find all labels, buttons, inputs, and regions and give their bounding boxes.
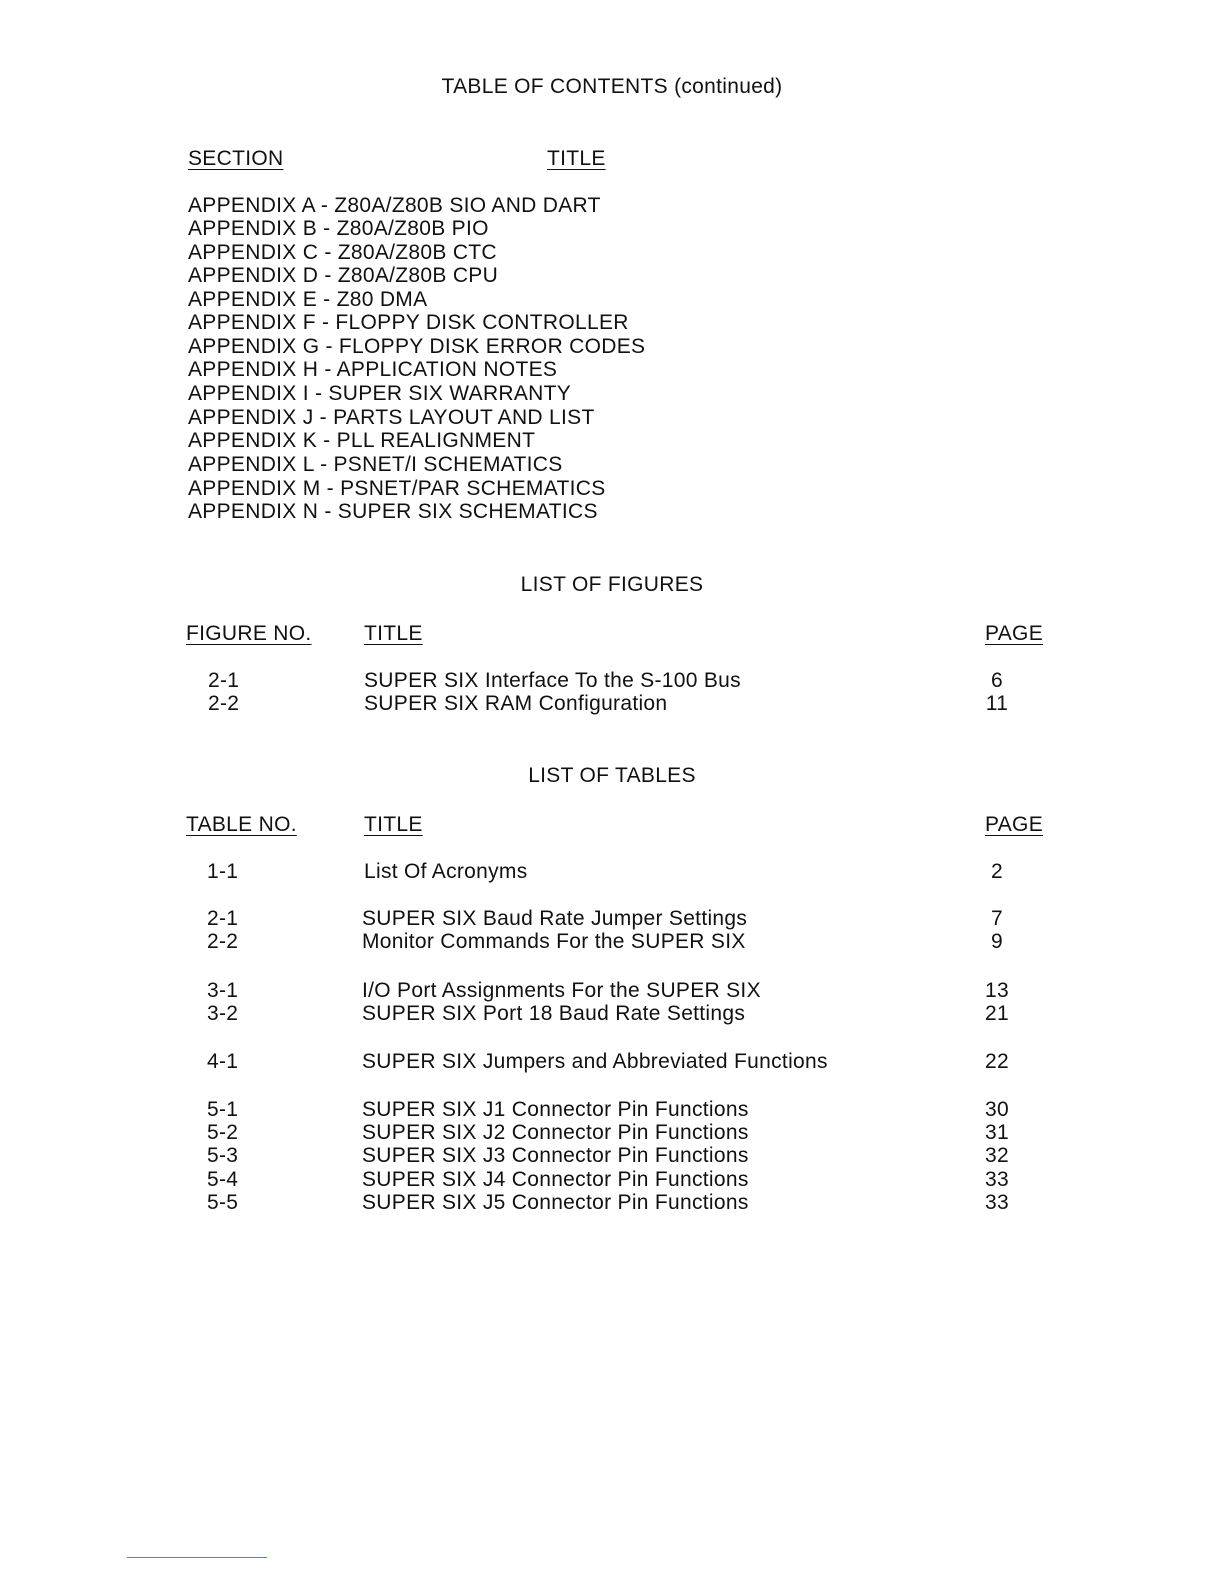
table-number: 2-1	[207, 907, 239, 930]
appendix-item: APPENDIX H - APPLICATION NOTES	[188, 358, 558, 381]
figure-page: 6	[991, 669, 1003, 692]
table-title-header: TITLE	[364, 813, 423, 836]
figure-no-header: FIGURE NO.	[186, 622, 312, 645]
appendix-item: APPENDIX G - FLOPPY DISK ERROR CODES	[188, 335, 646, 358]
table-page: 32	[985, 1144, 1009, 1167]
appendix-item: APPENDIX J - PARTS LAYOUT AND LIST	[188, 406, 595, 429]
table-page: 21	[985, 1002, 1009, 1025]
appendix-item: APPENDIX N - SUPER SIX SCHEMATICS	[188, 500, 598, 523]
table-number: 4-1	[207, 1050, 239, 1073]
appendix-item: APPENDIX C - Z80A/Z80B CTC	[188, 241, 497, 264]
table-title: SUPER SIX J2 Connector Pin Functions	[362, 1121, 749, 1144]
figure-number: 2-2	[208, 692, 240, 715]
figure-title: SUPER SIX Interface To the S-100 Bus	[364, 669, 741, 692]
table-number: 5-1	[207, 1098, 239, 1121]
table-number: 1-1	[207, 860, 239, 883]
table-title: SUPER SIX J1 Connector Pin Functions	[362, 1098, 749, 1121]
figures-heading: LIST OF FIGURES	[520, 573, 704, 596]
table-number: 5-4	[207, 1168, 239, 1191]
table-number: 3-1	[207, 979, 239, 1002]
title-header: TITLE	[547, 147, 606, 170]
table-title: SUPER SIX J4 Connector Pin Functions	[362, 1168, 749, 1191]
appendix-item: APPENDIX F - FLOPPY DISK CONTROLLER	[188, 311, 629, 334]
scan-edge-line	[127, 1557, 267, 1558]
table-page: 22	[985, 1050, 1009, 1073]
appendix-item: APPENDIX I - SUPER SIX WARRANTY	[188, 382, 572, 405]
figure-page-header: PAGE	[985, 622, 1043, 645]
table-no-header: TABLE NO.	[186, 813, 297, 836]
table-number: 5-5	[207, 1191, 239, 1214]
figure-number: 2-1	[208, 669, 240, 692]
table-page: 30	[985, 1098, 1009, 1121]
tables-heading: LIST OF TABLES	[528, 764, 696, 787]
table-title: SUPER SIX J5 Connector Pin Functions	[362, 1191, 749, 1214]
table-page: 7	[991, 907, 1003, 930]
page-title: TABLE OF CONTENTS (continued)	[441, 75, 783, 98]
table-number: 2-2	[207, 930, 239, 953]
table-title: I/O Port Assignments For the SUPER SIX	[362, 979, 761, 1002]
table-page: 33	[985, 1168, 1009, 1191]
appendix-item: APPENDIX L - PSNET/I SCHEMATICS	[188, 453, 563, 476]
appendix-item: APPENDIX A - Z80A/Z80B SIO AND DART	[188, 194, 601, 217]
table-number: 5-2	[207, 1121, 239, 1144]
table-page: 2	[991, 860, 1003, 883]
table-title: SUPER SIX Jumpers and Abbreviated Functions	[362, 1050, 828, 1073]
table-page: 33	[985, 1191, 1009, 1214]
appendix-item: APPENDIX B - Z80A/Z80B PIO	[188, 217, 489, 240]
table-number: 3-2	[207, 1002, 239, 1025]
table-page: 31	[985, 1121, 1009, 1144]
table-title: SUPER SIX Baud Rate Jumper Settings	[362, 907, 748, 930]
table-title: SUPER SIX Port 18 Baud Rate Settings	[362, 1002, 746, 1025]
figure-title: SUPER SIX RAM Configuration	[364, 692, 668, 715]
figure-page: 11	[985, 692, 1009, 715]
table-page: 9	[991, 930, 1003, 953]
appendix-item: APPENDIX K - PLL REALIGNMENT	[188, 429, 536, 452]
appendix-item: APPENDIX E - Z80 DMA	[188, 288, 428, 311]
table-page-header: PAGE	[985, 813, 1043, 836]
figure-title-header: TITLE	[364, 622, 423, 645]
table-page: 13	[985, 979, 1009, 1002]
table-title: Monitor Commands For the SUPER SIX	[362, 930, 746, 953]
appendix-item: APPENDIX M - PSNET/PAR SCHEMATICS	[188, 477, 606, 500]
appendix-item: APPENDIX D - Z80A/Z80B CPU	[188, 264, 499, 287]
table-number: 5-3	[207, 1144, 239, 1167]
section-header: SECTION	[188, 147, 284, 170]
table-title: List Of Acronyms	[364, 860, 528, 883]
table-title: SUPER SIX J3 Connector Pin Functions	[362, 1144, 749, 1167]
